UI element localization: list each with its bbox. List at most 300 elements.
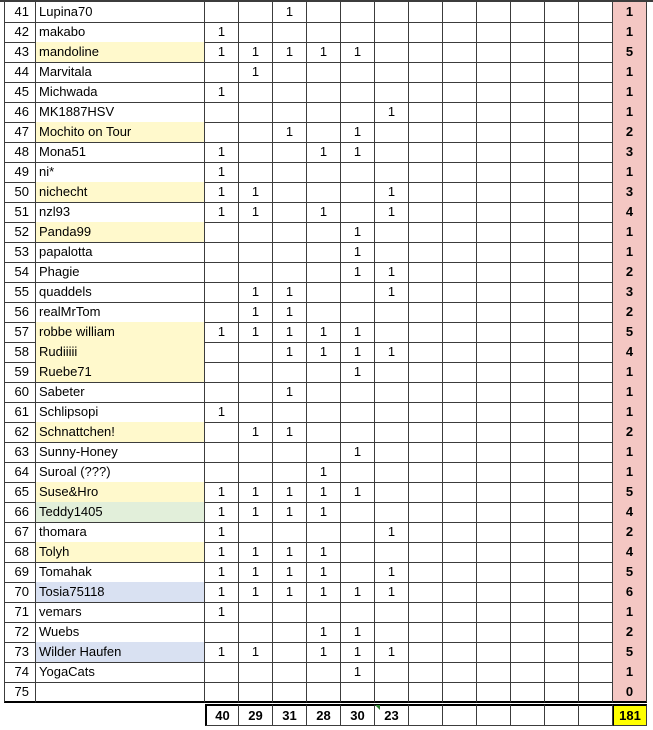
value-cell[interactable] bbox=[545, 482, 579, 503]
row-number-cell[interactable]: 68 bbox=[4, 542, 36, 563]
value-cell[interactable] bbox=[341, 562, 375, 583]
value-cell[interactable]: 1 bbox=[205, 642, 239, 663]
value-cell[interactable] bbox=[443, 422, 477, 443]
column-total-cell[interactable] bbox=[579, 704, 613, 726]
value-cell[interactable] bbox=[579, 42, 613, 63]
value-cell[interactable] bbox=[511, 162, 545, 183]
value-cell[interactable] bbox=[443, 122, 477, 143]
value-cell[interactable]: 1 bbox=[205, 402, 239, 423]
value-cell[interactable] bbox=[205, 622, 239, 643]
name-cell[interactable]: Tomahak bbox=[36, 562, 205, 583]
row-total-cell[interactable]: 3 bbox=[613, 282, 647, 303]
value-cell[interactable] bbox=[579, 442, 613, 463]
row-total-cell[interactable]: 6 bbox=[613, 582, 647, 603]
value-cell[interactable]: 1 bbox=[239, 562, 273, 583]
name-cell[interactable]: Wuebs bbox=[36, 622, 205, 643]
column-total-cell[interactable]: 28 bbox=[307, 704, 341, 726]
value-cell[interactable]: 1 bbox=[307, 542, 341, 563]
value-cell[interactable] bbox=[579, 582, 613, 603]
value-cell[interactable]: 1 bbox=[239, 422, 273, 443]
name-cell[interactable]: Schnattchen! bbox=[36, 422, 205, 443]
row-number-cell[interactable]: 49 bbox=[4, 162, 36, 183]
value-cell[interactable] bbox=[545, 202, 579, 223]
value-cell[interactable] bbox=[477, 22, 511, 43]
value-cell[interactable] bbox=[511, 2, 545, 23]
value-cell[interactable] bbox=[239, 602, 273, 623]
row-total-cell[interactable]: 1 bbox=[613, 442, 647, 463]
name-cell[interactable]: ni* bbox=[36, 162, 205, 183]
value-cell[interactable] bbox=[205, 262, 239, 283]
value-cell[interactable] bbox=[545, 662, 579, 683]
row-number-cell[interactable]: 70 bbox=[4, 582, 36, 603]
value-cell[interactable] bbox=[375, 622, 409, 643]
grand-total-cell[interactable]: 181 bbox=[613, 704, 647, 726]
value-cell[interactable] bbox=[443, 62, 477, 83]
value-cell[interactable]: 1 bbox=[341, 582, 375, 603]
value-cell[interactable]: 1 bbox=[307, 42, 341, 63]
value-cell[interactable] bbox=[511, 282, 545, 303]
value-cell[interactable]: 1 bbox=[307, 462, 341, 483]
value-cell[interactable] bbox=[341, 82, 375, 103]
row-total-cell[interactable]: 1 bbox=[613, 662, 647, 683]
value-cell[interactable] bbox=[239, 662, 273, 683]
value-cell[interactable] bbox=[341, 282, 375, 303]
value-cell[interactable] bbox=[273, 622, 307, 643]
value-cell[interactable] bbox=[443, 502, 477, 523]
value-cell[interactable] bbox=[579, 622, 613, 643]
column-total-cell[interactable]: 40 bbox=[205, 704, 239, 726]
value-cell[interactable] bbox=[341, 162, 375, 183]
row-number-cell[interactable]: 58 bbox=[4, 342, 36, 363]
value-cell[interactable]: 1 bbox=[273, 322, 307, 343]
value-cell[interactable] bbox=[375, 602, 409, 623]
value-cell[interactable] bbox=[307, 122, 341, 143]
value-cell[interactable] bbox=[341, 302, 375, 323]
row-number-cell[interactable]: 67 bbox=[4, 522, 36, 543]
value-cell[interactable] bbox=[545, 582, 579, 603]
value-cell[interactable] bbox=[477, 442, 511, 463]
value-cell[interactable] bbox=[545, 442, 579, 463]
value-cell[interactable] bbox=[477, 542, 511, 563]
value-cell[interactable] bbox=[511, 582, 545, 603]
value-cell[interactable] bbox=[511, 602, 545, 623]
value-cell[interactable]: 1 bbox=[273, 502, 307, 523]
column-total-cell[interactable] bbox=[443, 704, 477, 726]
value-cell[interactable]: 1 bbox=[205, 322, 239, 343]
value-cell[interactable]: 1 bbox=[341, 42, 375, 63]
value-cell[interactable] bbox=[477, 462, 511, 483]
value-cell[interactable] bbox=[239, 242, 273, 263]
value-cell[interactable] bbox=[443, 582, 477, 603]
value-cell[interactable] bbox=[375, 462, 409, 483]
value-cell[interactable]: 1 bbox=[205, 182, 239, 203]
value-cell[interactable] bbox=[307, 222, 341, 243]
value-cell[interactable] bbox=[273, 202, 307, 223]
value-cell[interactable] bbox=[477, 622, 511, 643]
name-cell[interactable]: Rudiiiii bbox=[36, 342, 205, 363]
value-cell[interactable] bbox=[409, 282, 443, 303]
value-cell[interactable]: 1 bbox=[375, 342, 409, 363]
value-cell[interactable]: 1 bbox=[205, 202, 239, 223]
row-total-cell[interactable]: 1 bbox=[613, 2, 647, 23]
value-cell[interactable] bbox=[375, 62, 409, 83]
value-cell[interactable] bbox=[409, 82, 443, 103]
value-cell[interactable] bbox=[579, 262, 613, 283]
value-cell[interactable] bbox=[205, 382, 239, 403]
value-cell[interactable] bbox=[579, 382, 613, 403]
value-cell[interactable] bbox=[375, 442, 409, 463]
value-cell[interactable] bbox=[477, 182, 511, 203]
value-cell[interactable] bbox=[409, 122, 443, 143]
name-cell[interactable]: Suse&Hro bbox=[36, 482, 205, 503]
name-cell[interactable]: nichecht bbox=[36, 182, 205, 203]
name-cell[interactable]: Phagie bbox=[36, 262, 205, 283]
value-cell[interactable] bbox=[477, 662, 511, 683]
value-cell[interactable]: 1 bbox=[273, 282, 307, 303]
value-cell[interactable] bbox=[579, 202, 613, 223]
value-cell[interactable] bbox=[205, 2, 239, 23]
value-cell[interactable]: 1 bbox=[341, 122, 375, 143]
row-number-cell[interactable]: 60 bbox=[4, 382, 36, 403]
value-cell[interactable] bbox=[409, 182, 443, 203]
value-cell[interactable] bbox=[511, 262, 545, 283]
row-total-cell[interactable]: 1 bbox=[613, 162, 647, 183]
value-cell[interactable]: 1 bbox=[375, 562, 409, 583]
value-cell[interactable] bbox=[511, 542, 545, 563]
value-cell[interactable]: 1 bbox=[341, 662, 375, 683]
value-cell[interactable] bbox=[579, 462, 613, 483]
value-cell[interactable] bbox=[239, 262, 273, 283]
value-cell[interactable] bbox=[511, 622, 545, 643]
value-cell[interactable] bbox=[511, 422, 545, 443]
value-cell[interactable] bbox=[579, 482, 613, 503]
value-cell[interactable]: 1 bbox=[239, 302, 273, 323]
row-number-cell[interactable]: 42 bbox=[4, 22, 36, 43]
value-cell[interactable] bbox=[511, 242, 545, 263]
value-cell[interactable] bbox=[205, 442, 239, 463]
value-cell[interactable]: 1 bbox=[341, 342, 375, 363]
value-cell[interactable] bbox=[409, 202, 443, 223]
value-cell[interactable] bbox=[409, 542, 443, 563]
value-cell[interactable] bbox=[341, 422, 375, 443]
value-cell[interactable]: 1 bbox=[205, 602, 239, 623]
value-cell[interactable] bbox=[409, 222, 443, 243]
value-cell[interactable] bbox=[477, 582, 511, 603]
value-cell[interactable] bbox=[375, 502, 409, 523]
value-cell[interactable] bbox=[545, 182, 579, 203]
name-cell[interactable]: Tosia75118 bbox=[36, 582, 205, 603]
column-total-cell[interactable]: 29 bbox=[239, 704, 273, 726]
value-cell[interactable] bbox=[579, 402, 613, 423]
value-cell[interactable] bbox=[579, 2, 613, 23]
value-cell[interactable] bbox=[239, 382, 273, 403]
value-cell[interactable] bbox=[579, 62, 613, 83]
value-cell[interactable] bbox=[579, 682, 613, 703]
value-cell[interactable] bbox=[409, 402, 443, 423]
value-cell[interactable] bbox=[409, 322, 443, 343]
value-cell[interactable] bbox=[307, 102, 341, 123]
value-cell[interactable] bbox=[375, 542, 409, 563]
value-cell[interactable] bbox=[443, 482, 477, 503]
value-cell[interactable]: 1 bbox=[341, 142, 375, 163]
value-cell[interactable] bbox=[239, 402, 273, 423]
value-cell[interactable]: 1 bbox=[205, 482, 239, 503]
value-cell[interactable] bbox=[375, 362, 409, 383]
value-cell[interactable] bbox=[545, 142, 579, 163]
value-cell[interactable] bbox=[545, 542, 579, 563]
value-cell[interactable] bbox=[409, 662, 443, 683]
name-cell[interactable]: quaddels bbox=[36, 282, 205, 303]
value-cell[interactable] bbox=[443, 342, 477, 363]
value-cell[interactable] bbox=[545, 62, 579, 83]
value-cell[interactable] bbox=[477, 102, 511, 123]
value-cell[interactable]: 1 bbox=[341, 222, 375, 243]
row-total-cell[interactable]: 1 bbox=[613, 602, 647, 623]
value-cell[interactable] bbox=[239, 222, 273, 243]
value-cell[interactable]: 1 bbox=[341, 262, 375, 283]
name-cell[interactable]: Mochito on Tour bbox=[36, 122, 205, 143]
row-number-cell[interactable]: 56 bbox=[4, 302, 36, 323]
value-cell[interactable] bbox=[409, 162, 443, 183]
value-cell[interactable] bbox=[307, 2, 341, 23]
row-number-cell[interactable]: 44 bbox=[4, 62, 36, 83]
row-total-cell[interactable]: 1 bbox=[613, 382, 647, 403]
value-cell[interactable] bbox=[579, 322, 613, 343]
value-cell[interactable] bbox=[273, 362, 307, 383]
value-cell[interactable] bbox=[375, 422, 409, 443]
value-cell[interactable] bbox=[239, 22, 273, 43]
value-cell[interactable] bbox=[545, 462, 579, 483]
name-cell[interactable]: vemars bbox=[36, 602, 205, 623]
column-total-cell[interactable]: 30 bbox=[341, 704, 375, 726]
value-cell[interactable] bbox=[511, 522, 545, 543]
value-cell[interactable] bbox=[409, 582, 443, 603]
row-number-cell[interactable]: 65 bbox=[4, 482, 36, 503]
value-cell[interactable] bbox=[545, 262, 579, 283]
value-cell[interactable] bbox=[545, 402, 579, 423]
column-total-cell[interactable] bbox=[545, 704, 579, 726]
value-cell[interactable] bbox=[307, 302, 341, 323]
value-cell[interactable] bbox=[409, 42, 443, 63]
value-cell[interactable] bbox=[273, 522, 307, 543]
value-cell[interactable]: 1 bbox=[307, 622, 341, 643]
value-cell[interactable] bbox=[545, 622, 579, 643]
value-cell[interactable]: 1 bbox=[273, 302, 307, 323]
value-cell[interactable] bbox=[239, 102, 273, 123]
value-cell[interactable] bbox=[409, 682, 443, 703]
value-cell[interactable]: 1 bbox=[205, 22, 239, 43]
value-cell[interactable]: 1 bbox=[205, 162, 239, 183]
value-cell[interactable]: 1 bbox=[273, 582, 307, 603]
row-total-cell[interactable]: 2 bbox=[613, 122, 647, 143]
name-cell[interactable]: papalotta bbox=[36, 242, 205, 263]
name-cell[interactable]: Mona51 bbox=[36, 142, 205, 163]
value-cell[interactable] bbox=[375, 482, 409, 503]
value-cell[interactable] bbox=[239, 162, 273, 183]
value-cell[interactable] bbox=[477, 422, 511, 443]
value-cell[interactable] bbox=[341, 382, 375, 403]
value-cell[interactable] bbox=[511, 462, 545, 483]
value-cell[interactable] bbox=[579, 162, 613, 183]
value-cell[interactable] bbox=[443, 402, 477, 423]
value-cell[interactable] bbox=[443, 2, 477, 23]
value-cell[interactable] bbox=[409, 642, 443, 663]
value-cell[interactable] bbox=[341, 182, 375, 203]
value-cell[interactable] bbox=[545, 242, 579, 263]
row-total-cell[interactable]: 2 bbox=[613, 522, 647, 543]
row-total-cell[interactable]: 5 bbox=[613, 642, 647, 663]
row-number-cell[interactable]: 47 bbox=[4, 122, 36, 143]
value-cell[interactable] bbox=[341, 62, 375, 83]
value-cell[interactable] bbox=[307, 282, 341, 303]
value-cell[interactable]: 1 bbox=[375, 582, 409, 603]
value-cell[interactable] bbox=[511, 122, 545, 143]
value-cell[interactable] bbox=[375, 302, 409, 323]
value-cell[interactable] bbox=[545, 522, 579, 543]
value-cell[interactable] bbox=[477, 142, 511, 163]
name-cell[interactable]: Ruebe71 bbox=[36, 362, 205, 383]
name-cell[interactable]: Wilder Haufen bbox=[36, 642, 205, 663]
value-cell[interactable] bbox=[579, 542, 613, 563]
value-cell[interactable] bbox=[375, 122, 409, 143]
value-cell[interactable]: 1 bbox=[375, 102, 409, 123]
value-cell[interactable] bbox=[443, 462, 477, 483]
value-cell[interactable] bbox=[443, 222, 477, 243]
value-cell[interactable]: 1 bbox=[239, 642, 273, 663]
name-cell[interactable]: Suroal (???) bbox=[36, 462, 205, 483]
value-cell[interactable] bbox=[409, 522, 443, 543]
value-cell[interactable] bbox=[545, 102, 579, 123]
value-cell[interactable] bbox=[443, 522, 477, 543]
value-cell[interactable] bbox=[409, 102, 443, 123]
value-cell[interactable]: 1 bbox=[307, 202, 341, 223]
row-number-cell[interactable]: 55 bbox=[4, 282, 36, 303]
value-cell[interactable]: 1 bbox=[341, 362, 375, 383]
value-cell[interactable] bbox=[409, 422, 443, 443]
name-cell[interactable]: realMrTom bbox=[36, 302, 205, 323]
value-cell[interactable]: 1 bbox=[375, 182, 409, 203]
name-cell[interactable]: makabo bbox=[36, 22, 205, 43]
value-cell[interactable]: 1 bbox=[341, 482, 375, 503]
value-cell[interactable] bbox=[579, 562, 613, 583]
value-cell[interactable]: 1 bbox=[307, 642, 341, 663]
value-cell[interactable] bbox=[273, 262, 307, 283]
value-cell[interactable] bbox=[273, 242, 307, 263]
row-number-cell[interactable]: 41 bbox=[4, 2, 36, 23]
value-cell[interactable] bbox=[511, 302, 545, 323]
value-cell[interactable] bbox=[409, 22, 443, 43]
value-cell[interactable] bbox=[545, 2, 579, 23]
value-cell[interactable] bbox=[273, 222, 307, 243]
value-cell[interactable] bbox=[239, 2, 273, 23]
value-cell[interactable] bbox=[545, 302, 579, 323]
column-total-cell[interactable]: 23 bbox=[375, 704, 409, 726]
value-cell[interactable] bbox=[511, 662, 545, 683]
value-cell[interactable] bbox=[409, 602, 443, 623]
value-cell[interactable] bbox=[579, 22, 613, 43]
row-number-cell[interactable]: 57 bbox=[4, 322, 36, 343]
value-cell[interactable] bbox=[375, 2, 409, 23]
value-cell[interactable] bbox=[511, 562, 545, 583]
value-cell[interactable] bbox=[409, 482, 443, 503]
value-cell[interactable]: 1 bbox=[307, 342, 341, 363]
value-cell[interactable] bbox=[477, 82, 511, 103]
value-cell[interactable] bbox=[307, 362, 341, 383]
value-cell[interactable] bbox=[443, 142, 477, 163]
value-cell[interactable] bbox=[443, 22, 477, 43]
value-cell[interactable] bbox=[307, 522, 341, 543]
value-cell[interactable] bbox=[273, 62, 307, 83]
value-cell[interactable]: 1 bbox=[239, 42, 273, 63]
value-cell[interactable] bbox=[511, 382, 545, 403]
value-cell[interactable]: 1 bbox=[307, 582, 341, 603]
value-cell[interactable] bbox=[545, 162, 579, 183]
value-cell[interactable] bbox=[579, 302, 613, 323]
value-cell[interactable] bbox=[579, 82, 613, 103]
row-number-cell[interactable]: 74 bbox=[4, 662, 36, 683]
value-cell[interactable] bbox=[443, 42, 477, 63]
value-cell[interactable] bbox=[375, 222, 409, 243]
value-cell[interactable] bbox=[477, 262, 511, 283]
value-cell[interactable] bbox=[477, 282, 511, 303]
value-cell[interactable] bbox=[545, 222, 579, 243]
row-total-cell[interactable]: 4 bbox=[613, 542, 647, 563]
value-cell[interactable]: 1 bbox=[273, 2, 307, 23]
value-cell[interactable] bbox=[375, 82, 409, 103]
value-cell[interactable]: 1 bbox=[341, 242, 375, 263]
value-cell[interactable] bbox=[409, 622, 443, 643]
value-cell[interactable] bbox=[409, 342, 443, 363]
column-total-cell[interactable] bbox=[477, 704, 511, 726]
value-cell[interactable]: 1 bbox=[239, 62, 273, 83]
value-cell[interactable] bbox=[273, 682, 307, 703]
name-cell[interactable]: Sabeter bbox=[36, 382, 205, 403]
value-cell[interactable] bbox=[443, 322, 477, 343]
column-total-cell[interactable]: 31 bbox=[273, 704, 307, 726]
value-cell[interactable] bbox=[307, 182, 341, 203]
value-cell[interactable]: 1 bbox=[375, 642, 409, 663]
value-cell[interactable] bbox=[409, 362, 443, 383]
value-cell[interactable] bbox=[409, 562, 443, 583]
value-cell[interactable] bbox=[307, 162, 341, 183]
name-cell[interactable]: Lupina70 bbox=[36, 2, 205, 23]
value-cell[interactable] bbox=[375, 242, 409, 263]
row-number-cell[interactable]: 61 bbox=[4, 402, 36, 423]
value-cell[interactable] bbox=[579, 102, 613, 123]
value-cell[interactable] bbox=[409, 242, 443, 263]
value-cell[interactable] bbox=[409, 142, 443, 163]
row-total-cell[interactable]: 1 bbox=[613, 62, 647, 83]
value-cell[interactable] bbox=[409, 2, 443, 23]
row-number-cell[interactable]: 51 bbox=[4, 202, 36, 223]
value-cell[interactable] bbox=[579, 602, 613, 623]
row-total-cell[interactable]: 1 bbox=[613, 402, 647, 423]
row-total-cell[interactable]: 2 bbox=[613, 622, 647, 643]
value-cell[interactable] bbox=[443, 82, 477, 103]
value-cell[interactable] bbox=[477, 242, 511, 263]
value-cell[interactable] bbox=[273, 102, 307, 123]
row-total-cell[interactable]: 4 bbox=[613, 202, 647, 223]
value-cell[interactable] bbox=[545, 382, 579, 403]
row-total-cell[interactable]: 4 bbox=[613, 502, 647, 523]
value-cell[interactable] bbox=[375, 22, 409, 43]
value-cell[interactable] bbox=[477, 482, 511, 503]
value-cell[interactable] bbox=[579, 662, 613, 683]
value-cell[interactable] bbox=[409, 462, 443, 483]
value-cell[interactable] bbox=[341, 462, 375, 483]
value-cell[interactable]: 1 bbox=[307, 142, 341, 163]
value-cell[interactable]: 1 bbox=[205, 522, 239, 543]
